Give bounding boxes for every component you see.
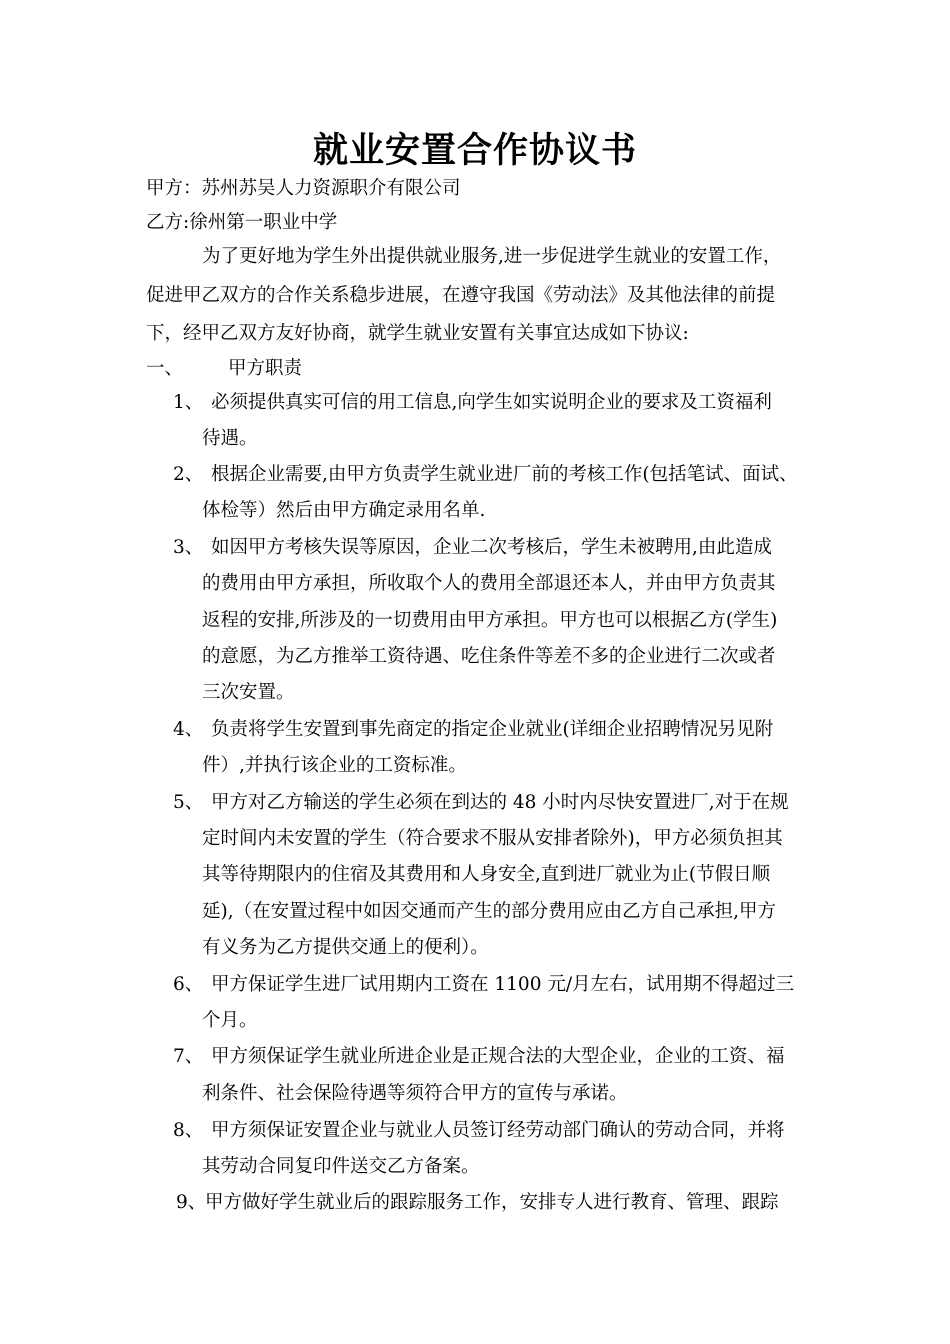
clause-line: 个月。 [202,1010,258,1031]
intro-line: 下，经甲乙双方友好协商，就学生就业安置有关事宜达成如下协议: [146,323,689,344]
clause-line: 负责将学生安置到事先商定的指定企业就业(详细企业招聘情况另见附 [211,719,774,740]
clause-number: 6、 [173,974,204,995]
clause-number: 7、 [173,1046,204,1067]
clause-line: 其等待期限内的住宿及其费用和人身安全,直到进厂就业为止(节假日顺 [202,864,771,885]
page-title: 就业安置合作协议书 [312,130,637,171]
party-a: 甲方：苏州苏吴人力资源职介有限公司 [146,178,461,199]
clause-line: 定时间内未安置的学生（符合要求不服从安排者除外)，甲方必须负担其 [202,828,783,849]
section-heading: 甲方职责 [228,358,303,379]
clause-number: 9、 [176,1192,207,1213]
clause-line: 延),（在安置过程中如因交通而产生的部分费用应由乙方自己承担,甲方 [202,901,776,922]
clause-line: 如因甲方考核失误等原因，企业二次考核后，学生未被聘用,由此造成 [211,537,772,558]
party-b: 乙方:徐州第一职业中学 [146,212,338,233]
clause-line: 待遇。 [202,428,258,449]
clause-line: 甲方保证学生进厂试用期内工资在 1100 元/月左右，试用期不得超过三 [211,974,795,995]
clause-number: 3、 [173,537,204,558]
clause-line: 的意愿，为乙方推举工资待遇、吃住条件等差不多的企业进行二次或者 [202,646,776,667]
clause-line: 必须提供真实可信的用工信息,向学生如实说明企业的要求及工资福利 [211,392,772,413]
intro-line: 促进甲乙双方的合作关系稳步进展，在遵守我国《劳动法》及其他法律的前提 [146,285,776,306]
clause-line: 甲方做好学生就业后的跟踪服务工作，安排专人进行教育、管理、跟踪 [205,1192,779,1213]
clause-line: 甲方对乙方输送的学生必须在到达的 48 小时内尽快安置进厂,对于在规 [211,792,789,813]
clause-line: 甲方须保证学生就业所进企业是正规合法的大型企业，企业的工资、福 [211,1046,785,1067]
section-number: 一、 [146,358,184,379]
clause-line: 甲方须保证安置企业与就业人员签订经劳动部门确认的劳动合同，并将 [211,1120,785,1141]
clause-line: 有义务为乙方提供交通上的便利）。 [202,937,489,958]
clause-number: 8、 [173,1120,204,1141]
clause-line: 返程的安排,所涉及的一切费用由甲方承担。甲方也可以根据乙方(学生) [202,610,778,631]
clause-number: 4、 [173,719,204,740]
clause-line: 体检等）然后由甲方确定录用名单. [202,500,486,521]
clause-line: 利条件、社会保险待遇等须符合甲方的宣传与承诺。 [202,1083,628,1104]
clause-line: 其劳动合同复印件送交乙方备案。 [202,1156,480,1177]
clause-line: 的费用由甲方承担，所收取个人的费用全部退还本人，并由甲方负责其 [202,573,776,594]
clause-line: 件）,并执行该企业的工资标准。 [202,755,467,776]
clause-line: 根据企业需要,由甲方负责学生就业进厂前的考核工作(包括笔试、面试、 [211,464,798,485]
clause-number: 1、 [173,392,204,413]
clause-number: 2、 [173,464,204,485]
clause-line: 三次安置。 [202,682,295,703]
clause-number: 5、 [173,792,204,813]
intro-line: 为了更好地为学生外出提供就业服务,进一步促进学生就业的安置工作， [202,246,782,267]
